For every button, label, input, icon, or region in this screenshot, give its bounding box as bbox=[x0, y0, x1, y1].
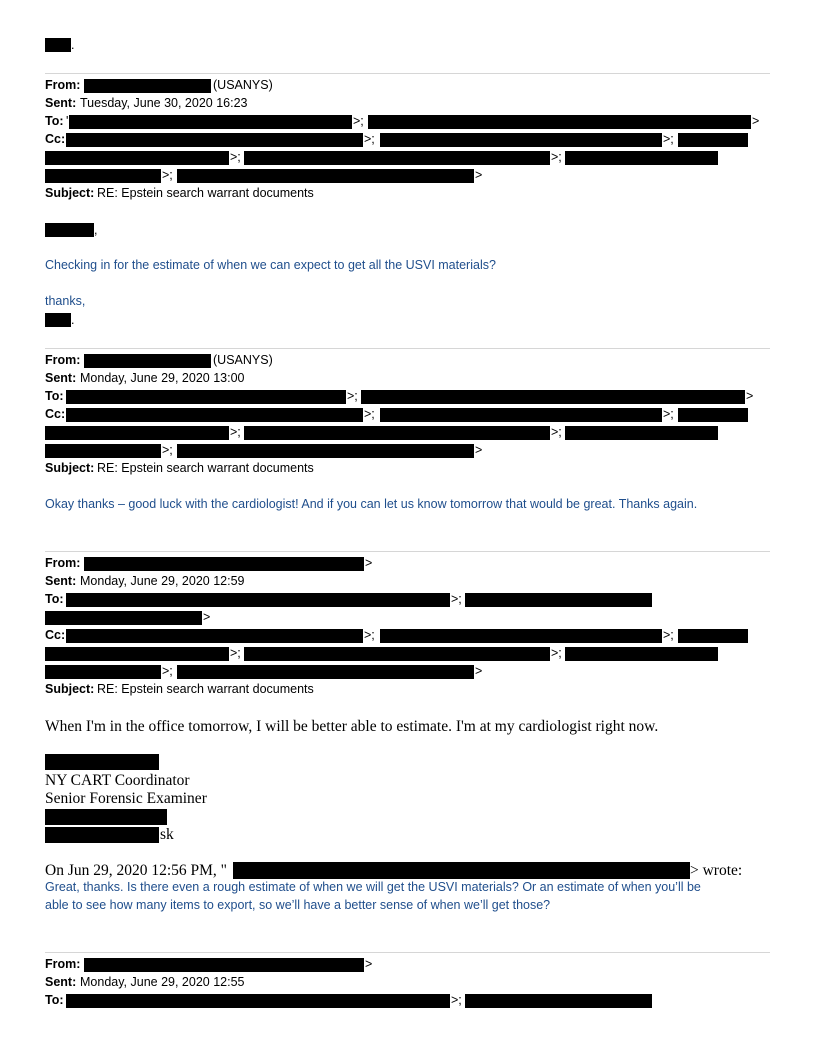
signature-title: Senior Forensic Examiner bbox=[45, 790, 207, 807]
from-label: From: bbox=[45, 78, 81, 92]
redaction bbox=[45, 611, 202, 625]
separator-text: > bbox=[752, 114, 760, 128]
separator-text: > bbox=[365, 556, 373, 570]
redaction bbox=[177, 169, 474, 183]
signature-title: NY CART Coordinator bbox=[45, 772, 190, 789]
redaction bbox=[244, 426, 550, 440]
separator-text: >; bbox=[451, 993, 462, 1007]
from-label: From: bbox=[45, 353, 81, 367]
to-quote: ' bbox=[66, 114, 69, 128]
separator-text: > bbox=[746, 389, 754, 403]
to-label: To: bbox=[45, 592, 64, 606]
from-label: From: bbox=[45, 957, 81, 971]
separator-text: >; bbox=[162, 443, 173, 457]
separator-text: >; bbox=[364, 132, 375, 146]
sent-label: Sent: bbox=[45, 975, 77, 989]
closing: thanks, bbox=[45, 294, 86, 308]
separator-text: > bbox=[365, 957, 373, 971]
period: . bbox=[71, 313, 75, 327]
redaction bbox=[66, 390, 346, 404]
redaction bbox=[368, 115, 751, 129]
redaction bbox=[45, 665, 161, 679]
redaction bbox=[66, 408, 363, 422]
sent-date: Tuesday, June 30, 2020 16:23 bbox=[80, 96, 248, 110]
from-org: (USANYS) bbox=[213, 78, 273, 92]
separator-text: > bbox=[475, 664, 483, 678]
from-org: (USANYS) bbox=[213, 353, 273, 367]
redaction bbox=[84, 557, 364, 571]
quoted-body: Great, thanks. Is there even a rough estimate of when we will get the USVI materials? Or an estimate of when you’ll be bbox=[45, 880, 701, 894]
redaction bbox=[380, 133, 662, 147]
separator-text: >; bbox=[162, 168, 173, 182]
separator-text: > bbox=[475, 443, 483, 457]
redaction bbox=[84, 79, 211, 93]
separator bbox=[45, 551, 770, 552]
redaction bbox=[45, 38, 71, 52]
redaction bbox=[66, 593, 450, 607]
sent-date: Monday, June 29, 2020 12:59 bbox=[80, 574, 245, 588]
redaction bbox=[84, 958, 364, 972]
redaction bbox=[45, 313, 71, 327]
to-label: To: bbox=[45, 993, 64, 1007]
sent-date: Monday, June 29, 2020 13:00 bbox=[80, 371, 245, 385]
redaction bbox=[565, 151, 718, 165]
redaction bbox=[69, 115, 352, 129]
redaction bbox=[45, 809, 167, 825]
separator bbox=[45, 952, 770, 953]
redaction bbox=[244, 151, 550, 165]
separator-text: >; bbox=[162, 664, 173, 678]
email-body: Checking in for the estimate of when we can expect to get all the USVI materials? bbox=[45, 258, 496, 272]
redaction bbox=[45, 647, 229, 661]
separator-text: >; bbox=[451, 592, 462, 606]
separator bbox=[45, 73, 770, 74]
redaction bbox=[45, 426, 229, 440]
separator-text: >; bbox=[551, 425, 562, 439]
separator-text: >; bbox=[347, 389, 358, 403]
redaction bbox=[45, 754, 159, 770]
subject-text: RE: Epstein search warrant documents bbox=[97, 682, 314, 696]
sent-label: Sent: bbox=[45, 96, 77, 110]
redaction bbox=[380, 408, 662, 422]
redaction bbox=[45, 827, 159, 843]
redaction bbox=[233, 862, 690, 879]
separator-text: >; bbox=[364, 628, 375, 642]
redaction bbox=[66, 994, 450, 1008]
quote-header-suffix: > wrote: bbox=[690, 862, 743, 879]
redaction bbox=[465, 994, 652, 1008]
separator-text: >; bbox=[230, 150, 241, 164]
separator-text: >; bbox=[663, 407, 674, 421]
sent-label: Sent: bbox=[45, 574, 77, 588]
separator-text: > bbox=[203, 610, 211, 624]
redaction bbox=[45, 444, 161, 458]
quote-header: On Jun 29, 2020 12:56 PM, " bbox=[45, 862, 228, 879]
redaction bbox=[45, 151, 229, 165]
separator-text: >; bbox=[663, 132, 674, 146]
cc-label: Cc: bbox=[45, 132, 66, 146]
email-body: When I'm in the office tomorrow, I will be better able to estimate. I'm at my cardiologist right now. bbox=[45, 718, 659, 735]
subject-label: Subject: bbox=[45, 461, 95, 475]
cc-label: Cc: bbox=[45, 407, 66, 421]
to-label: To: bbox=[45, 114, 64, 128]
to-label: To: bbox=[45, 389, 64, 403]
redaction bbox=[84, 354, 211, 368]
redaction bbox=[380, 629, 662, 643]
redaction bbox=[465, 593, 652, 607]
comma: , bbox=[94, 223, 98, 237]
separator-text: >; bbox=[551, 646, 562, 660]
redaction bbox=[66, 133, 363, 147]
sent-date: Monday, June 29, 2020 12:55 bbox=[80, 975, 245, 989]
from-label: From: bbox=[45, 556, 81, 570]
period: . bbox=[71, 38, 75, 52]
separator-text: > bbox=[475, 168, 483, 182]
separator-text: >; bbox=[230, 646, 241, 660]
redaction bbox=[678, 408, 748, 422]
redaction bbox=[177, 444, 474, 458]
separator-text: >; bbox=[551, 150, 562, 164]
subject-label: Subject: bbox=[45, 186, 95, 200]
signature-suffix: sk bbox=[160, 826, 174, 843]
subject-text: RE: Epstein search warrant documents bbox=[97, 186, 314, 200]
redaction bbox=[45, 169, 161, 183]
redaction bbox=[177, 665, 474, 679]
redaction bbox=[565, 426, 718, 440]
separator-text: >; bbox=[663, 628, 674, 642]
redaction bbox=[678, 133, 748, 147]
email-body: Okay thanks – good luck with the cardiologist! And if you can let us know tomorrow that would be great. Thanks again. bbox=[45, 497, 698, 511]
redaction bbox=[565, 647, 718, 661]
redaction bbox=[678, 629, 748, 643]
sent-label: Sent: bbox=[45, 371, 77, 385]
cc-label: Cc: bbox=[45, 628, 66, 642]
subject-text: RE: Epstein search warrant documents bbox=[97, 461, 314, 475]
separator bbox=[45, 348, 770, 349]
quoted-body: able to see how many items to export, so we’ll have a better sense of when we’ll get those? bbox=[45, 898, 551, 912]
separator-text: >; bbox=[364, 407, 375, 421]
redaction bbox=[244, 647, 550, 661]
redaction bbox=[45, 223, 94, 237]
separator-text: >; bbox=[353, 114, 364, 128]
subject-label: Subject: bbox=[45, 682, 95, 696]
redaction bbox=[361, 390, 745, 404]
separator-text: >; bbox=[230, 425, 241, 439]
redaction bbox=[66, 629, 363, 643]
